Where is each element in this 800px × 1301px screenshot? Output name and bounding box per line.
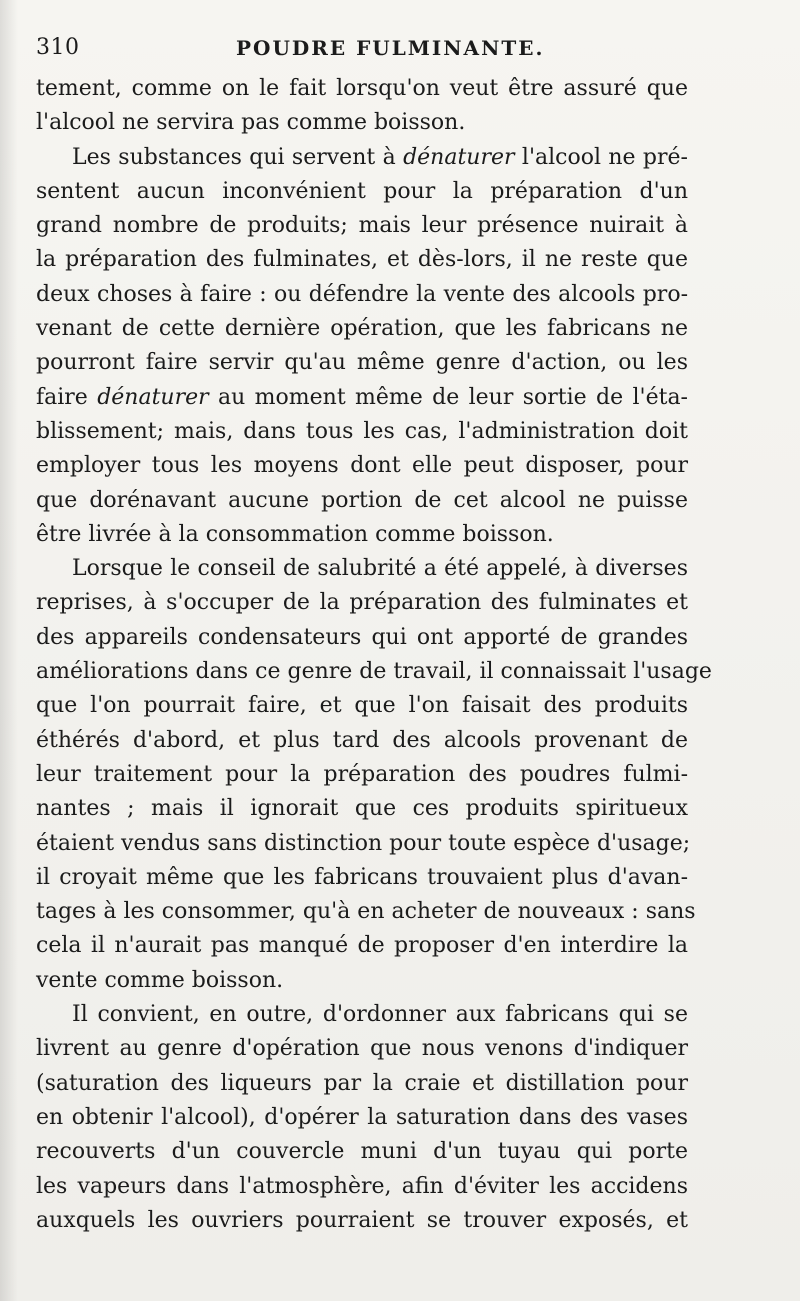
text-line: que dorénavant aucune portion de cet alcool ne puisse [36, 487, 688, 513]
text-line: livrent au genre d'opération que nous venons d'indiquer [36, 1036, 688, 1062]
text-line: les vapeurs dans l'atmosphère, afin d'éviter les accidens [36, 1173, 688, 1199]
text-line: pourront faire servir qu'au même genre d'action, ou les [36, 350, 688, 376]
page-header [36, 30, 680, 70]
text-line: grand nombre de produits; mais leur présence nuirait à [36, 213, 688, 239]
text-line: étaient vendus sans distinction pour toute espèce d'usage; [36, 830, 691, 856]
text-line: Lorsque le conseil de salubrité a été appelé, à diverses [72, 556, 688, 582]
body-text [36, 72, 712, 1238]
text-line: sentent aucun inconvénient pour la préparation d'un [36, 178, 688, 204]
text-line: l'alcool ne servira pas comme boisson. [36, 110, 466, 136]
text-line: en obtenir l'alcool), d'opérer la saturation dans des vases [36, 1104, 688, 1130]
text-line: améliorations dans ce genre de travail, il connaissait l'usage [36, 659, 712, 685]
text-line: tages à les consommer, qu'à en acheter de nouveaux : sans [36, 899, 696, 925]
text-line: que l'on pourrait faire, et que l'on faisait des produits [36, 693, 688, 719]
text-line: faire dénaturer au moment même de leur sortie de l'éta- [36, 384, 688, 410]
text-line: éthérés d'abord, et plus tard des alcools provenant de [36, 727, 688, 753]
text-line: cela il n'aurait pas manqué de proposer d'en interdire la [36, 933, 688, 959]
text-line: venant de cette dernière opération, que les fabricans ne [36, 316, 688, 342]
text-line: la préparation des fulminates, et dès-lors, il ne reste que [36, 247, 688, 273]
text-line: employer tous les moyens dont elle peut disposer, pour [36, 453, 688, 479]
page-number: 310 [36, 35, 80, 60]
text-line: des appareils condensateurs qui ont apporté de grandes [36, 624, 688, 650]
text-line: deux choses à faire : ou défendre la vente des alcools pro- [36, 281, 688, 307]
text-line: tement, comme on le fait lorsqu'on veut être assuré que [36, 76, 688, 101]
running-head: POUDRE FULMINANTE. [236, 36, 545, 60]
text-line: reprises, à s'occuper de la préparation des fulminates et [36, 590, 688, 616]
text-line: recouverts d'un couvercle muni d'un tuyau qui porte [36, 1139, 688, 1165]
text-line: vente comme boisson. [36, 967, 284, 993]
text-line: (saturation des liqueurs par la craie et distillation pour [36, 1070, 688, 1096]
text-line: il croyait même que les fabricans trouvaient plus d'avan- [36, 864, 688, 890]
paragraph [36, 552, 712, 998]
text-line: Il convient, en outre, d'ordonner aux fabricans qui se [72, 1002, 688, 1028]
text-line: Les substances qui servent à dénaturer l'alcool ne pré- [72, 144, 688, 170]
paragraph [36, 72, 688, 141]
text-line: blissement; mais, dans tous les cas, l'administration doit [36, 418, 688, 444]
text-line: être livrée à la consommation comme boisson. [36, 521, 554, 547]
text-line: nantes ; mais il ignorait que ces produits spiritueux [36, 796, 688, 822]
paragraph [36, 141, 688, 553]
text-line: leur traitement pour la préparation des poudres fulmi- [36, 761, 688, 787]
paragraph [36, 998, 688, 1238]
text-line: auxquels les ouvriers pourraient se trouver exposés, et [36, 1207, 688, 1233]
